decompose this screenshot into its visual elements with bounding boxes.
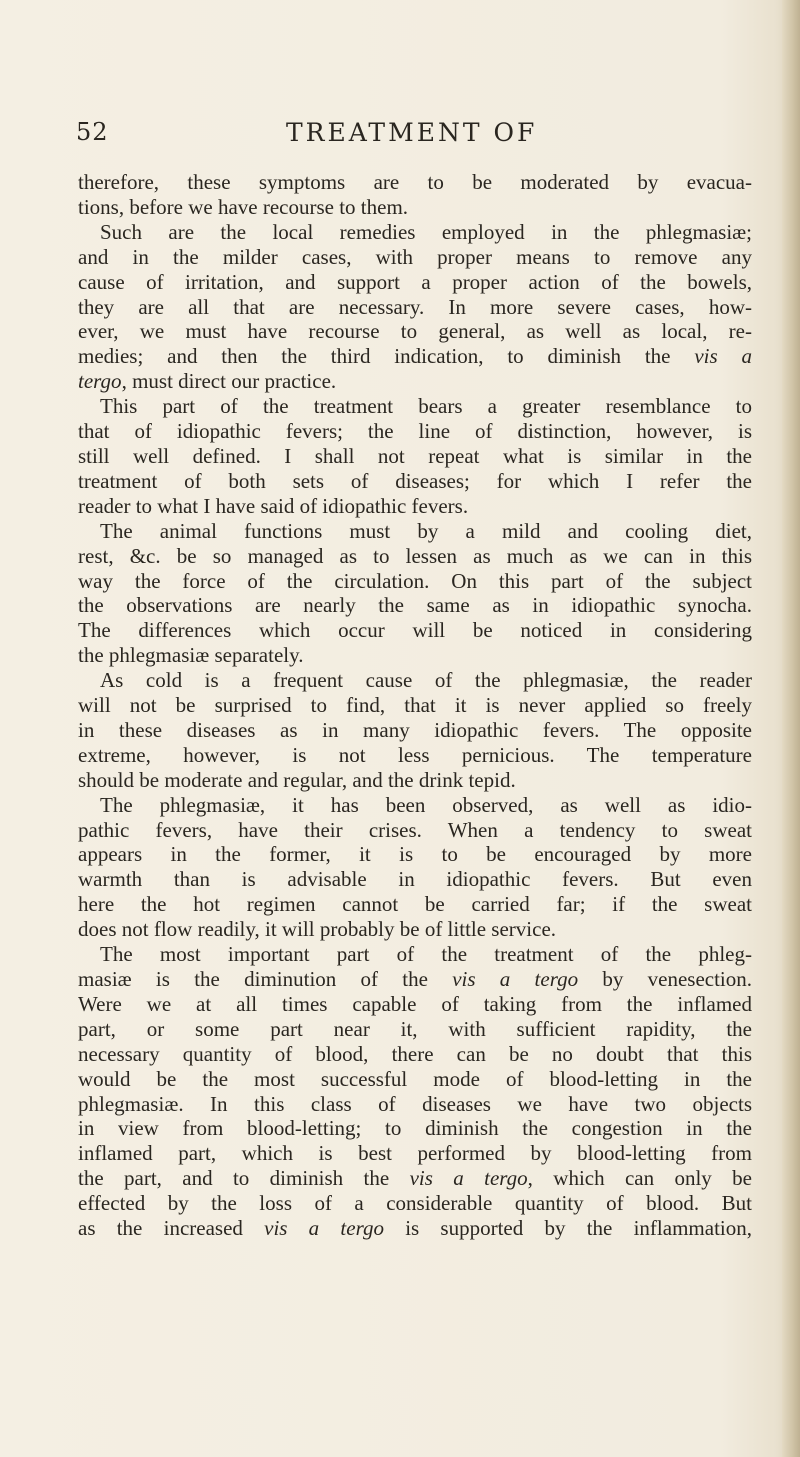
text-line: tions, before we have recourse to them. [78,194,409,219]
text-line: phlegmasiæ. In this class of diseases we have two objects [78,1091,752,1116]
text-line: Such are the local remedies employed in the phlegmasiæ; [100,219,752,244]
page-edge [782,0,800,1457]
text-line: This part of the treatment bears a greater resemblance to [100,394,752,419]
text-line: part, or some part near it, with sufficient rapidity, the [78,1016,752,1041]
text-line: warmth than is advisable in idiopathic fevers. But even [78,867,752,892]
text-line: will not be surprised to find, that it is never applied so freely [78,693,752,718]
text-line: inflamed part, which is best performed by blood-letting from [78,1141,752,1166]
text-line: pathic fevers, have their crises. When a tendency to sweat [78,817,752,842]
text-line: necessary quantity of blood, there can be no doubt that this [78,1041,752,1066]
text-line: effected by the loss of a considerable quantity of blood. But [78,1191,752,1216]
text-line: masiæ is the diminution of the vis a tergo by venesection. [78,967,752,991]
text-line: cause of irritation, and support a proper action of the bowels, [78,269,752,294]
body-text [78,170,752,1241]
text-line: the phlegmasiæ separately. [78,643,304,668]
text-line: in view from blood-letting; to diminish the congestion in the [78,1116,752,1141]
text-line: Were we at all times capable of taking from the inflamed [78,991,752,1016]
text-line: medies; and then the third indication, to diminish the vis a [78,344,753,369]
text-line: The animal functions must by a mild and cooling diet, [100,518,752,543]
text-line: in these diseases as in many idiopathic fevers. The opposite [78,717,752,742]
text-line: The differences which occur will be noticed in considering [78,618,752,643]
text-line: the observations are nearly the same as in idiopathic synocha. [78,593,752,618]
text-line: that of idiopathic fevers; the line of distinction, however, is [78,419,752,444]
page-number: 52 [76,118,109,146]
text-line: reader to what I have said of idiopathic fevers. [78,493,469,518]
text-line: The phlegmasiæ, it has been observed, as well as idio- [100,792,752,817]
text-line: way the force of the circulation. On this part of the subject [78,568,752,593]
text-line: The most important part of the treatment of the phleg- [100,942,752,967]
text-line: tergo, must direct our practice. [78,369,337,394]
text-line: would be the most successful mode of blood-letting in the [78,1066,752,1091]
text-line: the part, and to diminish the vis a tergo, which can only be [78,1166,752,1191]
text-line: here the hot regimen cannot be carried far; if the sweat [78,892,752,917]
text-line: As cold is a frequent cause of the phlegmasiæ, the reader [100,668,752,693]
text-line: they are all that are necessary. In more severe cases, how- [78,294,752,319]
text-line: rest, &c. be so managed as to lessen as much as we can in this [78,543,752,568]
text-line: and in the milder cases, with proper means to remove any [78,244,752,269]
text-line: appears in the former, it is to be encouraged by more [78,842,752,867]
page-header [76,118,756,154]
text-line: ever, we must have recourse to general, as well as local, re- [78,319,752,344]
text-line: extreme, however, is not less pernicious. The temperature [78,742,752,767]
text-line: does not flow readily, it will probably be of little service. [78,917,557,942]
text-line: still well defined. I shall not repeat what is similar in the [78,443,752,468]
running-head: TREATMENT OF [286,118,538,147]
text-line: as the increased vis a tergo is supported by the inflammation, [78,1216,752,1241]
text-line: treatment of both sets of diseases; for which I refer the [78,468,752,493]
text-line: therefore, these symptoms are to be moderated by evacua- [78,170,752,194]
text-line: should be moderate and regular, and the drink tepid. [78,767,516,792]
